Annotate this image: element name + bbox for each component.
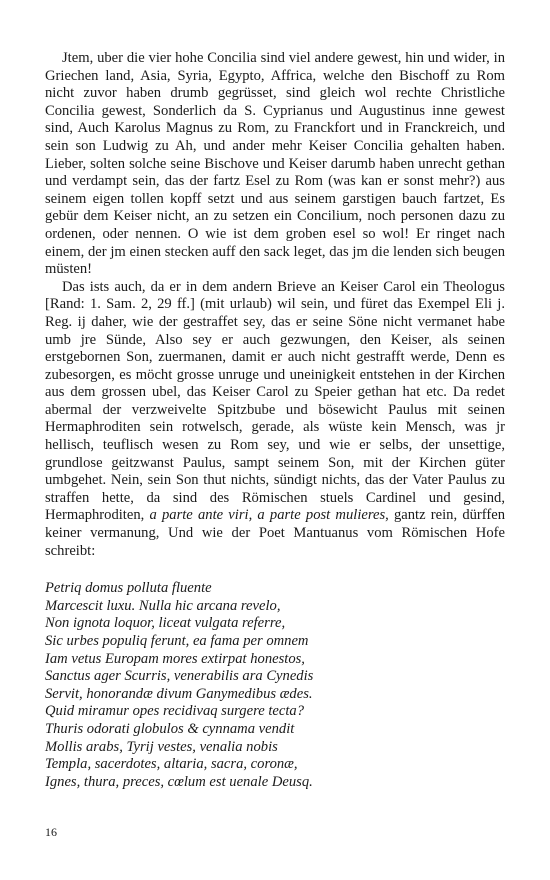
page-body <box>45 50 505 791</box>
verse-line: Sanctus ager Scurris, venerabilis ara Cynedis <box>45 668 314 685</box>
verse-line: Templa, sacerdotes, altaria, sacra, coronæ, <box>45 756 298 773</box>
verse-line: Quid miramur opes recidivaq surgere tecta? <box>45 703 304 720</box>
paragraph-1: Jtem, uber die vier hohe Concilia sind viel andere gewest, hin und wider, in Griechen land, Asia, Syria, Egypto, Affrica, welche den Bischoff zu Rom nicht zuvor haben drumb gegrüsset, sind gleich wol rechte Christliche Concilia gewest, Sonderlich da S. Cyprianus und Augustinus inne gewest sind, Auch Karolus Magnus zu Rom, zu Franckfort und in Franckreich, und sein son Ludwig zu Ah, und ander mehr Keiser Concilia gehalten haben. Lieber, solten solche seine Bischove und Keiser darumb haben unrecht gethan und verdampt sein, das der fartz Esel zu Rom (was kan er sonst mehr?) aus seinem eigen tollen kopff setzt und aus seinem garstigen bauch fartzet, Es gebür dem Keiser nicht, an zu setzen ein Concilium, noch personen dazu zu ordenen, oder nennen. O wie ist dem groben esel so wol! Er ringet nach einem, der jm einen stecken auff den sack leget, das jm die lenden sich beugen müsten! <box>45 50 505 278</box>
verse-line: Petriq domus polluta fluente <box>45 580 212 597</box>
paragraph-2-text-after: , gantz rein, dürffen keiner vermanung, Und wie der Poet Mantuanus vom Römischen Hofe schreibt: <box>45 507 505 559</box>
verse-line: Servit, honorandæ divum Ganymedibus ædes. <box>45 685 313 702</box>
verse-line: Sic urbes populiq ferunt, ea fama per omnem <box>45 633 309 649</box>
verse-line: Non ignota loquor, liceat vulgata referre, <box>45 615 286 632</box>
page-number: 16 <box>45 825 57 839</box>
verse-line: Thuris odorati globulos & cynnama vendit <box>45 720 295 737</box>
verse-quotation <box>45 580 505 791</box>
verse-line: Ignes, thura, preces, cœlum est uenale Deusq. <box>45 773 313 790</box>
paragraph-2 <box>45 279 505 561</box>
paragraph-2-text-before: Das ists auch, da er in dem andern Brieve an Keiser Carol ein Theologus [Rand: 1. Sam. 2, 29 ff.] (mit urlaub) wil sein, und füret das Exempel Eli j. Reg. ij daher, wie der gestraffet sey, das er seine Söne nicht vermanet habe umb jre Sünde, Also sey er auch gezwungen, den Keiser, als seinen erstgebornen Son, zuermanen, damit er auch nicht gestrafft werde, Denn es zubesorgen, es möcht grosse unruge und uneinigkeit entstehen in der Kirchen aus dem grossen ubel, das Keiser Carol zu Speier gethan hat etc. Da redet abermal der verzweivelte Spitzbube und bösewicht Paulus mit seinen Hermaphroditen sein rotwelsch, gerade, als wüste kein Mensch, was jr hellisch, teuflisch wesen zu Rom sey, und wie er selbs, der unsettige, grundlose geitzwanst Paulus, sampt seinem Son, mit der Kirchen güter umbgehet. Nein, sein Son thut nichts, sündigt nichts, das der Vater Paulus zu straffen hette, da sind des Römischen stuels Cardinel und gesind, Hermaphroditen, <box>45 278 505 524</box>
verse-line: Marcescit luxu. Nulla hic arcana revelo, <box>45 597 281 614</box>
paragraph-2-italic-phrase: a parte ante viri, a parte post mulieres <box>149 507 386 524</box>
verse-line: Mollis arabs, Tyrij vestes, venalia nobis <box>45 738 278 755</box>
verse-line: Iam vetus Europam mores extirpat honestos, <box>45 650 305 667</box>
